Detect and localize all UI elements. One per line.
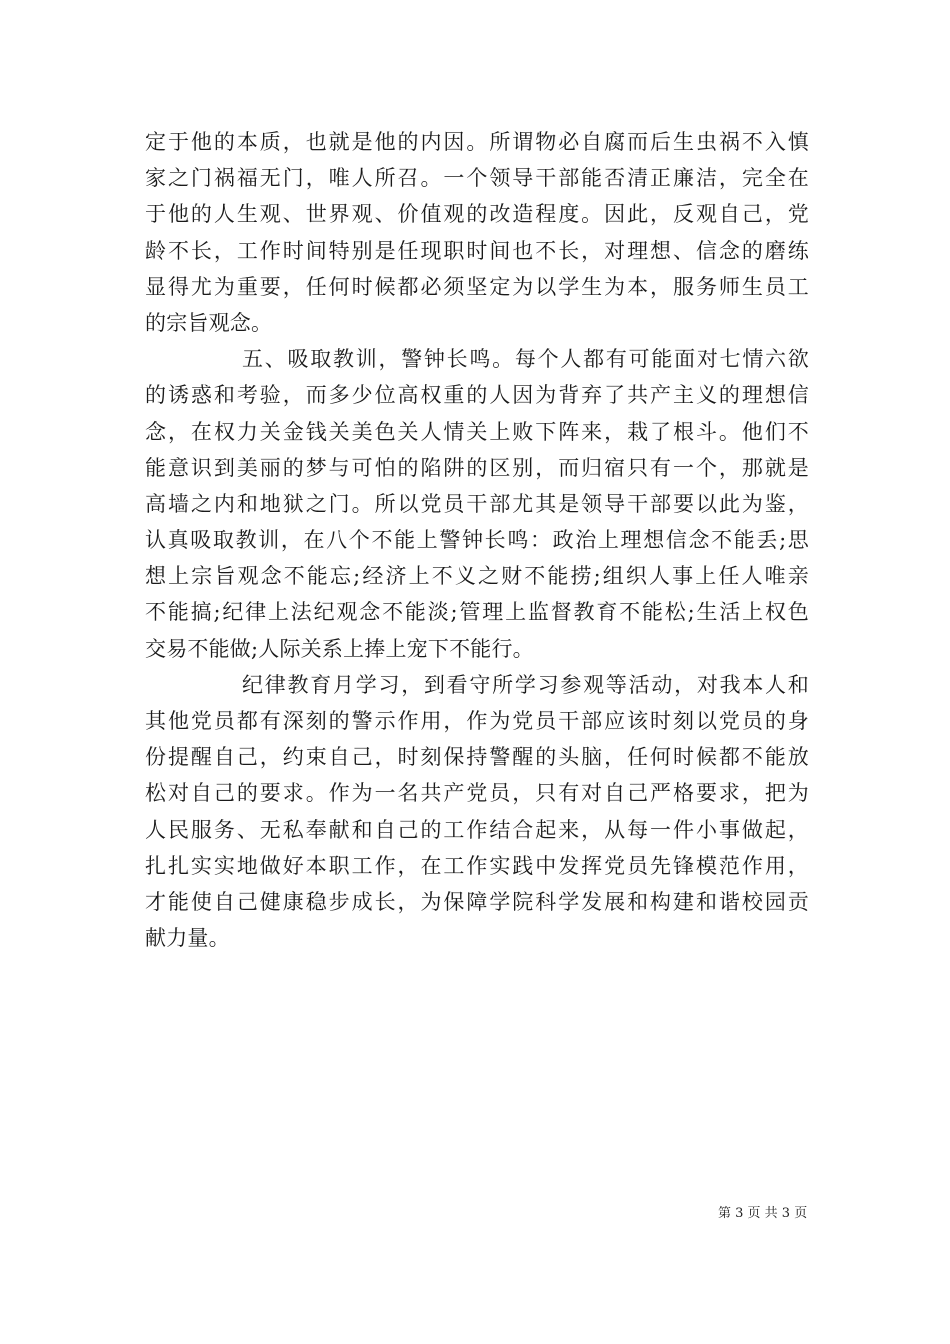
text-line: 人民服务、无私奉献和自己的工作结合起来，从每一件小事做起， [145, 817, 809, 842]
text-line: 定于他的本质，也就是他的内因。所谓物必自腐而后生虫祸不入慎 [145, 130, 809, 154]
text-line: 松对自己的要求。作为一名共产党员，只有对自己严格要求，把为 [145, 781, 809, 806]
text-line: 的宗旨观念。 [145, 310, 273, 335]
text-line: 五、吸取教训，警钟长鸣。每个人都有可能面对七情六欲 [242, 347, 809, 372]
text-line: 扎扎实实地做好本职工作，在工作实践中发挥党员先锋模范作用， [145, 853, 809, 878]
paragraph-3 [145, 667, 809, 957]
text-line: 想上宗旨观念不能忘;经济上不义之财不能捞;组织人事上任人唯亲 [145, 564, 809, 589]
text-line: 的诱惑和考验，而多少位高权重的人因为背弃了共产主义的理想信 [145, 383, 809, 408]
text-line: 纪律教育月学习，到看守所学习参观等活动，对我本人和 [242, 672, 809, 697]
body-text [145, 124, 809, 956]
text-line: 不能搞;纪律上法纪观念不能淡;管理上监督教育不能松;生活上权色 [145, 600, 809, 625]
text-line: 念，在权力关金钱关美色关人情关上败下阵来，栽了根斗。他们不 [145, 419, 809, 444]
text-line: 份提醒自己，约束自己，时刻保持警醒的头脑，任何时候都不能放 [145, 745, 809, 770]
text-line: 才能使自己健康稳步成长，为保障学院科学发展和构建和谐校园贡 [145, 889, 809, 914]
text-line: 认真吸取教训，在八个不能上警钟长鸣：政治上理想信念不能丢;思 [145, 528, 809, 553]
paragraph-2 [145, 341, 809, 667]
text-line: 家之门祸福无门，唯人所召。一个领导干部能否清正廉洁，完全在 [145, 166, 809, 191]
text-line: 能意识到美丽的梦与可怕的陷阱的区别，而归宿只有一个，那就是 [145, 455, 809, 480]
text-line: 其他党员都有深刻的警示作用，作为党员干部应该时刻以党员的身 [145, 709, 809, 733]
text-line: 献力量。 [145, 926, 230, 951]
text-line: 于他的人生观、世界观、价值观的改造程度。因此，反观自己，党 [145, 202, 809, 227]
text-line: 高墙之内和地狱之门。所以党员干部尤其是领导干部要以此为鉴， [145, 491, 809, 516]
paragraph-1 [145, 124, 809, 341]
text-line: 交易不能做;人际关系上捧上宠下不能行。 [145, 636, 534, 661]
text-line: 龄不长，工作时间特别是任现职时间也不长，对理想、信念的磨练 [145, 238, 809, 263]
text-line: 显得尤为重要，任何时候都必须坚定为以学生为本，服务师生员工 [145, 274, 809, 299]
page-number-footer: 第 3 页 共 3 页 [718, 1206, 808, 1221]
